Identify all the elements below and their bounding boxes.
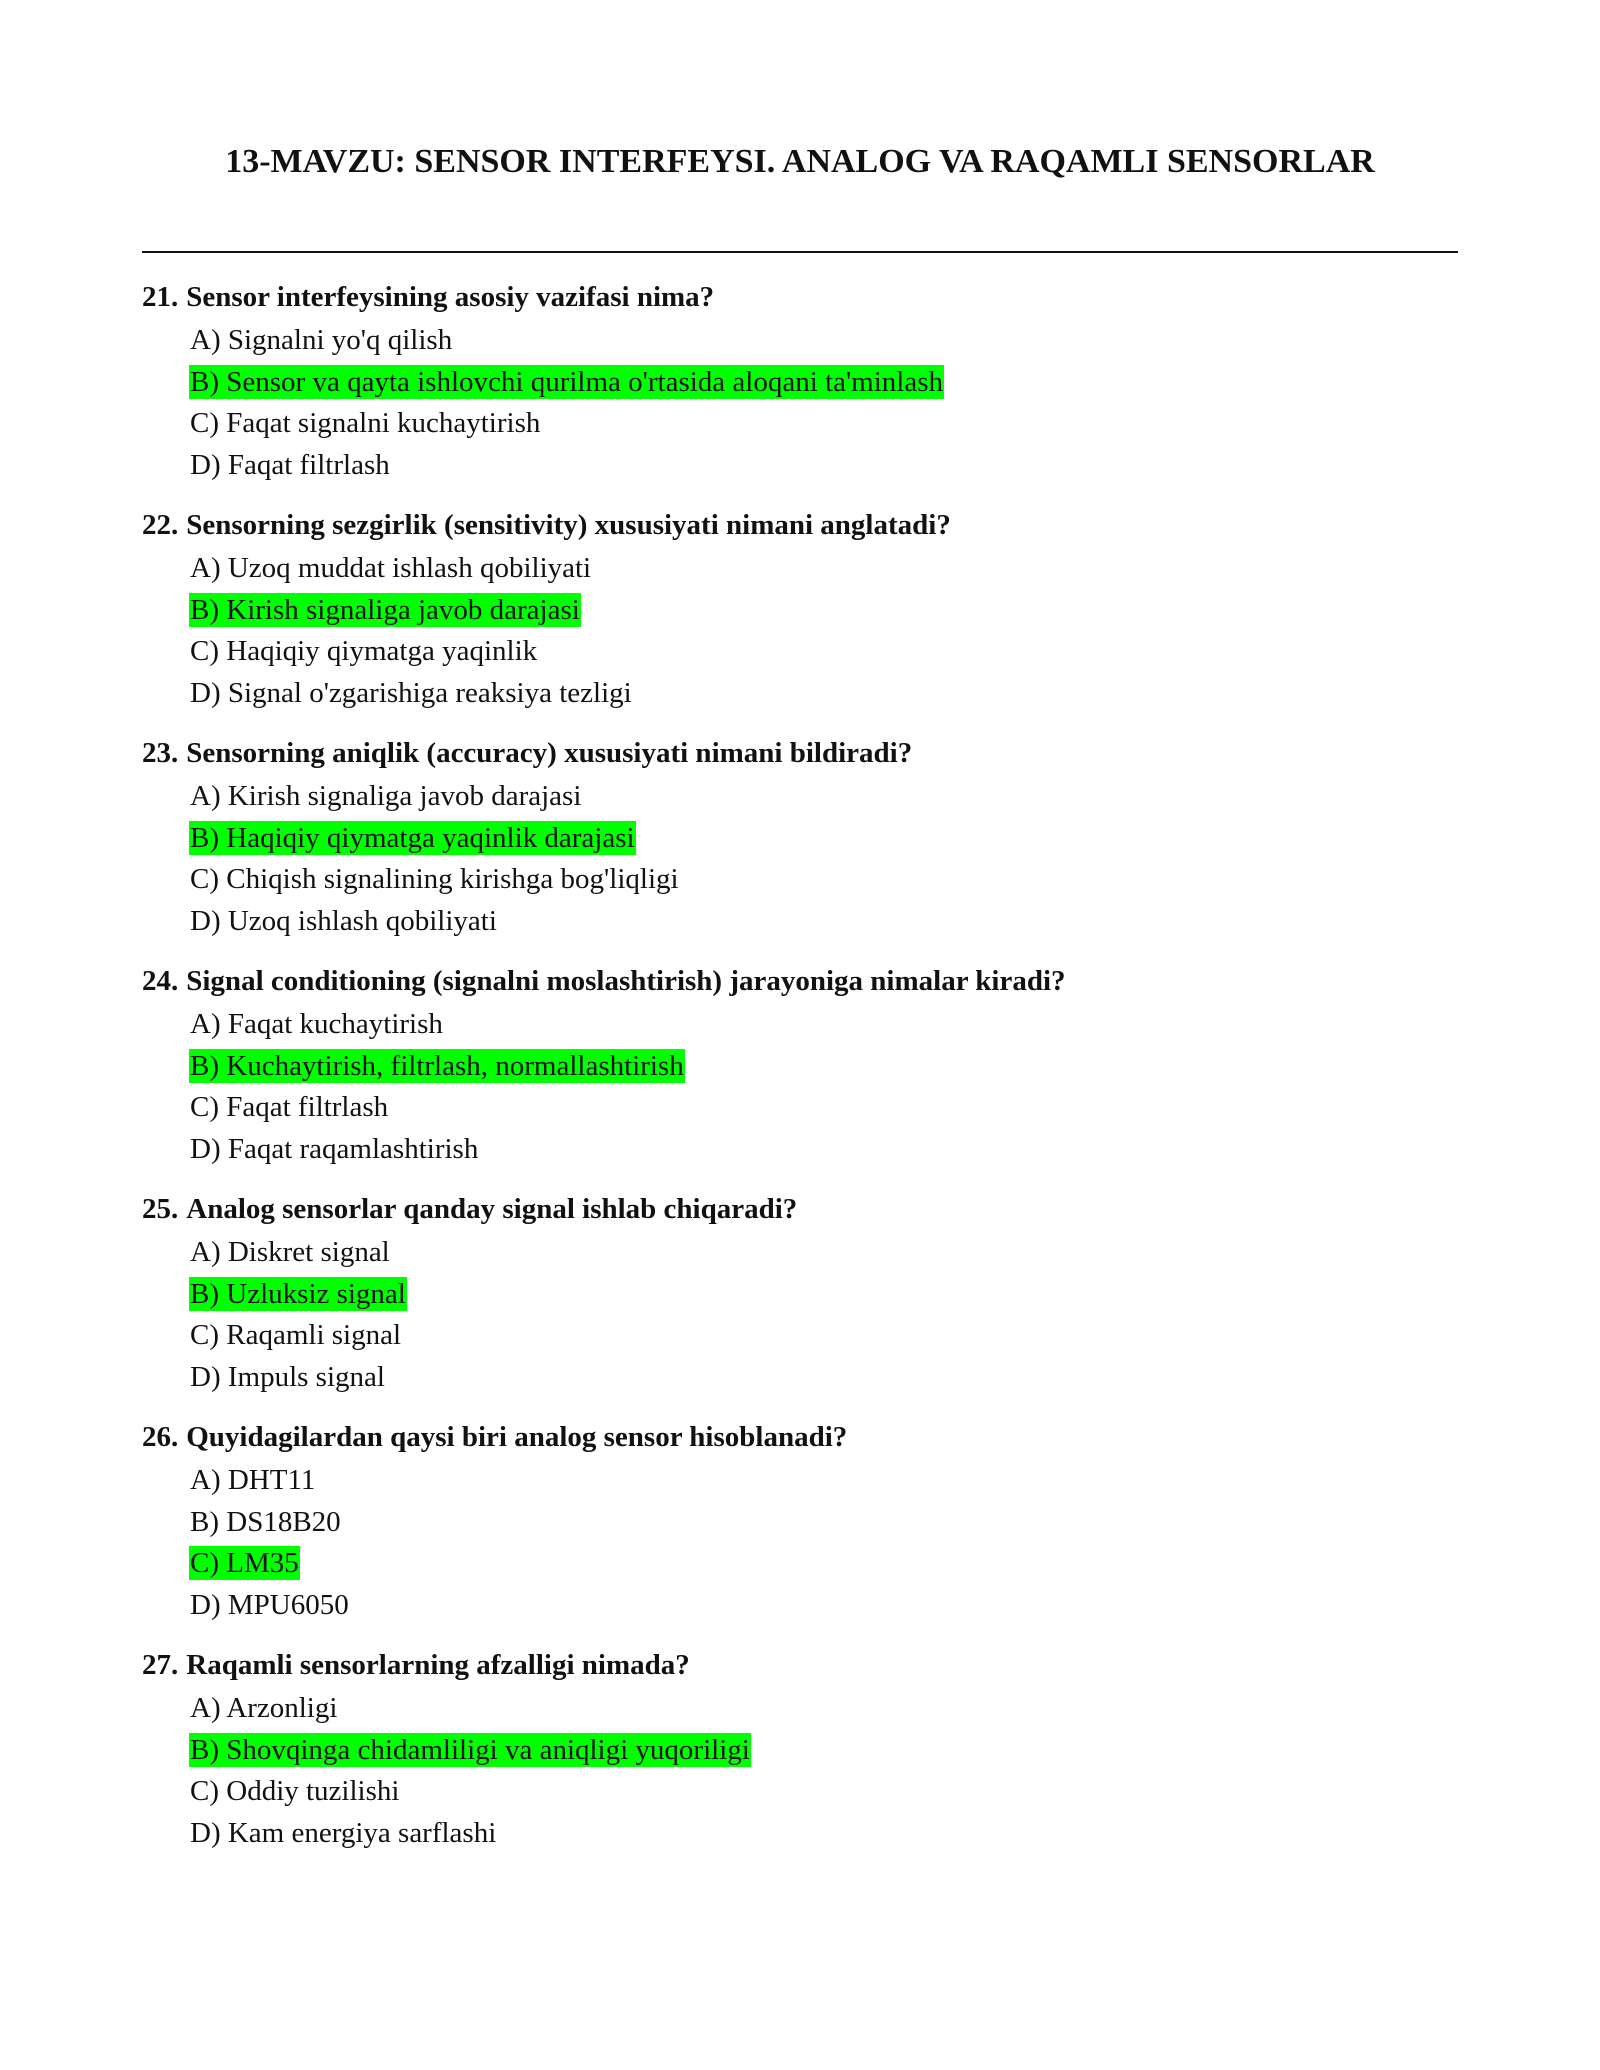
answer-option[interactable]	[189, 1129, 1458, 1171]
question-number: 26.	[142, 1421, 179, 1453]
question-heading	[142, 506, 1458, 544]
answer-option-text: A) Diskret signal	[190, 1236, 390, 1268]
answer-option-text: C) Faqat filtrlash	[190, 1091, 389, 1123]
answer-option-text: A) DHT11	[190, 1464, 316, 1496]
question-text: Sensor interfeysining asosiy vazifasi nima?	[186, 281, 715, 313]
question-heading	[142, 1418, 1458, 1456]
question-block	[142, 1418, 1458, 1626]
answer-option[interactable]	[189, 1315, 1458, 1357]
answer-option-text: D) Uzoq ishlash qobiliyati	[190, 904, 497, 937]
answer-option-text: A) Arzonligi	[190, 1692, 338, 1724]
answer-option-correct[interactable]	[189, 1046, 1458, 1088]
answer-option-correct[interactable]	[189, 1543, 1458, 1585]
answer-option-text: B) Shovqinga chidamliligi va aniqligi yuqoriligi	[190, 1733, 750, 1766]
question-text: Sensorning sezgirlik (sensitivity) xususiyati nimani anglatadi?	[186, 509, 951, 541]
answer-option[interactable]	[189, 445, 1458, 487]
answer-option[interactable]	[189, 1813, 1458, 1855]
question-list	[142, 278, 1458, 1874]
answer-option-text: B) Kuchaytirish, filtrlash, normallashtirish	[190, 1049, 684, 1082]
answer-option-text: D) Signal o'zgarishiga reaksiya tezligi	[190, 676, 632, 709]
question-block	[142, 962, 1458, 1170]
answer-option-text: A) Faqat kuchaytirish	[190, 1008, 443, 1040]
answer-option-text: B) Uzluksiz signal	[190, 1277, 406, 1310]
answer-option-text: C) Faqat signalni kuchaytirish	[190, 407, 541, 439]
page-title: 13-MAVZU: SENSOR INTERFEYSI. ANALOG VA RAQAMLI SENSORLAR	[225, 143, 1375, 180]
answer-option-text: C) LM35	[190, 1547, 299, 1579]
answer-option-text: A) Uzoq muddat ishlash qobiliyati	[190, 552, 592, 584]
question-text: Signal conditioning (signalni moslashtirish) jarayoniga nimalar kiradi?	[186, 965, 1066, 997]
answer-option-text: B) Haqiqiy qiymatga yaqinlik darajasi	[190, 821, 635, 854]
answer-options	[142, 1688, 1458, 1854]
answer-option-text: D) Kam energiya sarflashi	[190, 1816, 497, 1849]
answer-options	[142, 548, 1458, 714]
question-heading	[142, 1190, 1458, 1228]
answer-option-text: C) Haqiqiy qiymatga yaqinlik	[190, 635, 538, 667]
answer-option[interactable]	[189, 320, 1458, 362]
answer-option-correct[interactable]	[189, 1730, 1458, 1772]
answer-option-correct[interactable]	[189, 362, 1458, 404]
answer-option-correct[interactable]	[189, 590, 1458, 632]
question-text: Sensorning aniqlik (accuracy) xususiyati nimani bildiradi?	[186, 737, 913, 769]
answer-option[interactable]	[189, 1460, 1458, 1502]
question-number: 24.	[142, 965, 179, 997]
answer-option-correct[interactable]	[189, 1274, 1458, 1316]
question-number: 27.	[142, 1649, 179, 1681]
question-text: Quyidagilardan qaysi biri analog sensor hisoblanadi?	[186, 1421, 848, 1453]
answer-option-text: C) Chiqish signalining kirishga bog'liqligi	[190, 863, 679, 895]
answer-option[interactable]	[189, 859, 1458, 901]
answer-option-correct[interactable]	[189, 818, 1458, 860]
answer-option-text: B) DS18B20	[190, 1505, 341, 1538]
question-block	[142, 278, 1458, 486]
answer-option-text: D) Faqat filtrlash	[190, 448, 390, 481]
answer-option-text: A) Signalni yo'q qilish	[190, 324, 453, 356]
question-heading	[142, 962, 1458, 1000]
question-block	[142, 734, 1458, 942]
answer-option[interactable]	[189, 1502, 1458, 1544]
answer-options	[142, 1004, 1458, 1170]
question-number: 21.	[142, 281, 179, 313]
question-number: 22.	[142, 509, 179, 541]
question-block	[142, 506, 1458, 714]
answer-option-text: B) Kirish signaliga javob darajasi	[190, 593, 580, 626]
answer-option[interactable]	[189, 901, 1458, 943]
answer-option[interactable]	[189, 776, 1458, 818]
answer-options	[142, 1460, 1458, 1626]
answer-option-text: C) Oddiy tuzilishi	[190, 1775, 400, 1807]
answer-options	[142, 320, 1458, 486]
answer-option-text: D) Faqat raqamlashtirish	[190, 1132, 479, 1165]
question-text: Analog sensorlar qanday signal ishlab chiqaradi?	[186, 1193, 798, 1225]
question-text: Raqamli sensorlarning afzalligi nimada?	[186, 1649, 690, 1681]
answer-option-text: C) Raqamli signal	[190, 1319, 402, 1351]
question-heading	[142, 1646, 1458, 1684]
answer-option[interactable]	[189, 1771, 1458, 1813]
answer-option[interactable]	[189, 1585, 1458, 1627]
answer-option[interactable]	[189, 1357, 1458, 1399]
answer-option[interactable]	[189, 1688, 1458, 1730]
answer-option[interactable]	[189, 673, 1458, 715]
answer-option-text: A) Kirish signaliga javob darajasi	[190, 780, 582, 812]
answer-option-text: D) MPU6050	[190, 1588, 349, 1621]
question-number: 25.	[142, 1193, 179, 1225]
answer-options	[142, 776, 1458, 942]
answer-option-text: D) Impuls signal	[190, 1360, 385, 1393]
question-block	[142, 1646, 1458, 1854]
answer-option[interactable]	[189, 1232, 1458, 1274]
title-divider	[142, 251, 1458, 253]
answer-option[interactable]	[189, 403, 1458, 445]
answer-options	[142, 1232, 1458, 1398]
question-number: 23.	[142, 737, 179, 769]
answer-option-text: B) Sensor va qayta ishlovchi qurilma o'rtasida aloqani ta'minlash	[190, 365, 944, 398]
answer-option[interactable]	[189, 631, 1458, 673]
answer-option[interactable]	[189, 1087, 1458, 1129]
question-heading	[142, 278, 1458, 316]
question-heading	[142, 734, 1458, 772]
answer-option[interactable]	[189, 1004, 1458, 1046]
question-block	[142, 1190, 1458, 1398]
answer-option[interactable]	[189, 548, 1458, 590]
